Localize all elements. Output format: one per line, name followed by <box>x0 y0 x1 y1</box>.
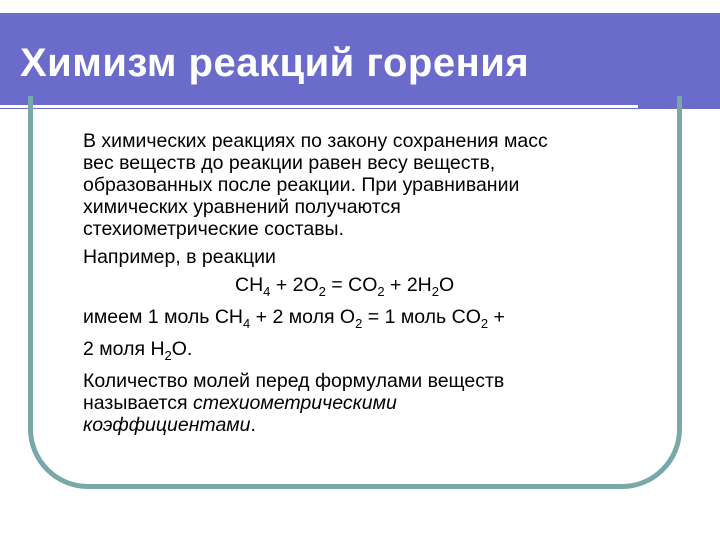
moles-part: = 1 моль CO <box>362 306 481 328</box>
eq-part: + 2H <box>384 274 432 296</box>
reaction-equation <box>83 274 673 298</box>
moles-line-2 <box>83 338 673 362</box>
eq-subscript: 4 <box>263 284 271 299</box>
text-line <box>83 392 673 414</box>
text-line: вес веществ до реакции равен весу веществ, <box>83 152 496 174</box>
title-bar <box>0 13 720 109</box>
moles-subscript: 2 <box>355 316 363 331</box>
paragraph-coefficients <box>83 370 673 436</box>
moles-part: 2 моля H <box>83 338 165 360</box>
slide-title: Химизм реакций горения <box>20 41 530 85</box>
text-plain: . <box>250 414 256 436</box>
eq-subscript: 2 <box>431 284 439 299</box>
eq-subscript: 2 <box>318 284 326 299</box>
eq-part: + 2O <box>270 274 319 296</box>
moles-part: имеем 1 моль CH <box>83 306 244 328</box>
eq-part: CH <box>235 274 264 296</box>
text-line: Количество молей перед формулами веществ <box>83 370 505 392</box>
paragraph-conservation <box>83 130 673 240</box>
eq-part: O <box>439 274 455 296</box>
text-line: стехиометрические составы. <box>83 218 344 240</box>
example-intro: Например, в реакции <box>83 246 276 268</box>
eq-part: = CO <box>325 274 378 296</box>
text-line: образованных после реакции. При уравнивании <box>83 174 520 196</box>
text-plain: называется <box>83 392 193 414</box>
moles-part: O. <box>171 338 193 360</box>
moles-subscript: 4 <box>243 316 251 331</box>
text-line: В химических реакциях по закону сохранения масс <box>83 130 548 152</box>
moles-part: + 2 моля O <box>250 306 356 328</box>
text-line <box>83 414 673 436</box>
text-italic: коэффициентами <box>83 414 251 436</box>
moles-part: + <box>488 306 505 328</box>
moles-subscript: 2 <box>164 348 172 363</box>
slide-body <box>83 130 673 444</box>
text-line: химических уравнений получаются <box>83 196 401 218</box>
text-italic: стехиометрическими <box>192 392 397 414</box>
moles-subscript: 2 <box>480 316 489 331</box>
moles-line-1 <box>83 306 673 330</box>
eq-subscript: 2 <box>377 284 385 299</box>
